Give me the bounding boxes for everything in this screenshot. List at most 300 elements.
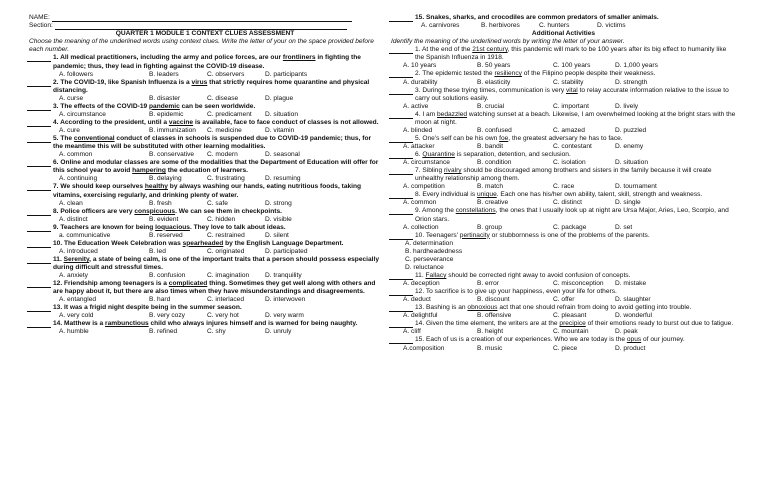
answer-option[interactable]: A. collection [403, 223, 439, 231]
question-item [29, 79, 381, 95]
assessment-instructions: Choose the meaning of the underlined words using context clues. Write the letter of your on the space provided before each number. [29, 38, 374, 54]
answer-option[interactable]: D. wonderful [615, 312, 653, 320]
answer-option[interactable]: B. reserved [149, 231, 183, 239]
stem-text: of our journey. [641, 336, 685, 344]
answer-blank[interactable] [27, 135, 51, 143]
assessment-title: QUARTER 1 MODULE 1 CONTEXT CLUES ASSESSMENT [115, 30, 295, 38]
question-number: 3. [53, 102, 61, 110]
question-stem [53, 256, 381, 272]
answer-options [403, 296, 736, 304]
question-item [29, 135, 381, 151]
stem-text: Among the [421, 207, 456, 215]
answer-options [59, 95, 381, 103]
answer-option[interactable]: B. crucial [477, 102, 505, 110]
answer-options [403, 103, 736, 111]
question-number: 6. [53, 159, 61, 167]
question-item [29, 304, 381, 312]
answer-option[interactable]: C. hidden [207, 215, 236, 223]
answer-option[interactable]: B. elasticity [477, 78, 511, 86]
answer-option[interactable]: A. competition [403, 183, 445, 191]
question-item [391, 135, 736, 143]
stem-text: . They love to talk about ideas. [189, 223, 286, 231]
stem-text: in fighting the pandemic; thus, they lead in fighting against the COVID-19 disease. [53, 54, 361, 70]
question-stem [53, 79, 381, 95]
question-number: 6. [415, 151, 423, 159]
answer-option[interactable]: C. medicine [207, 127, 242, 135]
answer-option[interactable]: B. hardheadedness [405, 247, 463, 255]
answer-option[interactable]: D. situation [615, 159, 648, 167]
answer-option[interactable]: D. slaughter [615, 296, 651, 304]
answer-options [421, 22, 736, 30]
stem-text: thing. Sometimes they get well along with others and are happy about it, but there are also times when they have misunderstandings and disagreements. [53, 280, 376, 296]
question-item [391, 320, 736, 328]
answer-option[interactable]: D. participants [265, 70, 308, 78]
stem-text: by the English Language Department. [223, 239, 344, 247]
question-number: 10. [53, 239, 64, 247]
answer-option[interactable]: C. distinct [553, 199, 582, 207]
question-stem [415, 135, 736, 143]
answer-option[interactable]: D. victims [597, 22, 626, 30]
answer-option[interactable]: D. plague [265, 94, 294, 102]
stem-text: . We can see them in checkpoints. [175, 207, 282, 215]
answer-option[interactable]: A. blinded [403, 126, 433, 134]
answer-option[interactable]: B. evident [149, 215, 179, 223]
answer-blank[interactable] [27, 320, 51, 328]
answer-option[interactable]: C. contestant [553, 143, 592, 151]
question-item [391, 87, 736, 103]
answer-option[interactable]: C. race [553, 183, 575, 191]
answer-option[interactable]: C. predicament [207, 110, 252, 118]
answer-blank[interactable] [389, 135, 413, 143]
answer-option[interactable]: B. creative [477, 199, 509, 207]
answer-options [59, 200, 381, 208]
stem-text: Each of us is a creation of our experiences. Who we are today is the [426, 336, 627, 344]
answer-options [59, 232, 381, 240]
answer-option[interactable]: C. very hot [207, 312, 239, 320]
answer-options [403, 62, 736, 70]
answer-options [59, 151, 381, 159]
answer-options [59, 111, 381, 119]
answer-blank[interactable] [27, 54, 51, 62]
underlined-word: opus [626, 336, 642, 344]
question-number: 12. [53, 280, 64, 288]
question-item [391, 304, 736, 312]
answer-option[interactable]: C. disease [207, 94, 239, 102]
question-stem [415, 320, 736, 328]
underlined-word: rivalry [443, 167, 462, 175]
question-item [391, 336, 736, 344]
answer-option[interactable]: B. immunization [149, 127, 196, 135]
underlined-word: constellations [455, 207, 496, 215]
answer-option[interactable]: D. tranquility [265, 272, 302, 280]
answer-options [59, 312, 381, 320]
name-input-line[interactable] [52, 14, 352, 22]
answer-option[interactable]: C. isolation [553, 159, 586, 167]
answer-option[interactable]: A. curse [59, 94, 84, 102]
answer-option[interactable]: A. anxiety [59, 272, 88, 280]
answer-options [403, 280, 736, 288]
answer-option[interactable]: B. herbivores [481, 22, 520, 30]
stem-text: To sacrifice is to give up your happiness, even your life for others. [425, 288, 617, 296]
answer-blank[interactable] [27, 224, 51, 232]
question-stem [415, 232, 736, 240]
stem-text: I am [422, 110, 437, 118]
answer-option[interactable]: B. music [477, 344, 503, 352]
answer-option[interactable]: D. mistake [615, 280, 647, 288]
question-item [391, 288, 736, 296]
answer-option[interactable]: B. hard [149, 296, 171, 304]
question-stem [53, 119, 381, 127]
section-label: Section: [29, 22, 53, 30]
question-stem [415, 207, 736, 223]
stem-text: by always washing our hands, eating nutritious foods, taking vitamins, exercising regularly, and drinking plenty of water. [53, 183, 362, 199]
question-item [391, 272, 736, 280]
underlined-word: unique [476, 191, 497, 199]
answer-option[interactable]: A. circumstance [403, 159, 450, 167]
question-stem [53, 103, 381, 111]
stem-text: act that one should refrain from doing to avoid getting into trouble. [497, 304, 692, 312]
answer-option[interactable]: B. match [477, 183, 504, 191]
answer-option[interactable]: A. introduced [59, 247, 98, 255]
answer-blank[interactable] [27, 119, 51, 127]
stem-text: can be seen worldwide. [179, 102, 256, 110]
question-stem [53, 240, 381, 248]
question-stem [415, 288, 736, 296]
answer-option[interactable]: D. resuming [265, 175, 301, 183]
answer-option[interactable]: C. hunters [539, 22, 570, 30]
answer-blank[interactable] [389, 191, 413, 199]
stem-text: watching sunset at a beach. Likewise, I am overwhelmed looking at the bright stars with the moon at night. [415, 110, 736, 126]
answer-option[interactable]: C. safe [207, 199, 228, 207]
answer-options [59, 175, 381, 183]
answer-option[interactable]: A. delightful [403, 312, 438, 320]
question-number: 15. [415, 14, 426, 21]
name-label: NAME: [29, 14, 50, 21]
answer-option[interactable]: C. piece [553, 344, 578, 352]
answer-option[interactable]: A. common [403, 199, 437, 207]
question-stem [53, 208, 381, 216]
question-number: 5. [53, 135, 61, 143]
stem-text: According to the president, until a [60, 118, 169, 126]
answer-option[interactable]: B. bandit [477, 143, 504, 151]
underlined-word: vital [566, 86, 578, 94]
answer-option[interactable]: A. deception [403, 280, 440, 288]
answer-option[interactable]: D. puzzled [615, 126, 647, 134]
stem-text: The epidemic tested the [422, 70, 495, 78]
answer-option[interactable]: A. common [59, 151, 93, 159]
underlined-word: frontliners [282, 54, 316, 62]
answer-option[interactable]: A. followers [59, 70, 94, 78]
answer-option[interactable]: B. fresh [149, 199, 172, 207]
stem-text: Friendship among teenagers is a [64, 280, 169, 288]
answer-options [403, 79, 736, 87]
answer-blank[interactable] [27, 256, 51, 264]
answer-option[interactable]: A. humble [59, 328, 89, 336]
stem-text: conduct of classes in schools is suspended due to COVID-19 pandemic; thus, for the meantime this will be substituted with other learning modalities. [53, 135, 372, 151]
answer-blank[interactable] [389, 46, 413, 54]
question-item [29, 240, 381, 248]
answer-option[interactable]: A. continuing [59, 175, 98, 183]
section-input-line[interactable] [55, 22, 347, 30]
stem-text: of their emotions ready to burst out due to fatigue. [585, 320, 734, 328]
stem-text: Snakes, sharks, and crocodiles are common predators of smaller animals. [426, 14, 659, 21]
answer-blank[interactable] [389, 207, 413, 215]
question-item [391, 207, 736, 223]
answer-option[interactable]: D. strong [265, 199, 292, 207]
answer-blank[interactable] [27, 240, 51, 248]
answer-options [59, 216, 381, 224]
answer-option[interactable]: A. deduct [403, 296, 431, 304]
underlined-word: rambunctious [105, 320, 149, 328]
question-item [391, 191, 736, 199]
answer-option[interactable]: A. carnivores [421, 22, 460, 30]
answer-option[interactable]: B. very cozy [149, 312, 185, 320]
question-stem [53, 224, 381, 232]
stem-text: , the ones that I usually look up at night are Ursa Major, Aries, Leo, Scorpio, and Orion stars. [415, 207, 729, 223]
answer-option[interactable]: D. 1,000 years [615, 62, 658, 70]
question-stem [415, 151, 736, 159]
stem-text: Bashing is an [426, 304, 468, 312]
answer-option[interactable]: B. error [477, 280, 499, 288]
answer-option[interactable]: D. participated [265, 247, 308, 255]
stem-text: We should keep ourselves [60, 183, 145, 191]
answer-option[interactable]: a. communicative [59, 231, 111, 239]
question-number: 3. [415, 86, 423, 94]
answer-option[interactable]: C. modern [207, 151, 238, 159]
question-stem [53, 280, 381, 296]
answer-blank[interactable] [27, 280, 51, 288]
question-stem [415, 70, 736, 78]
answer-option[interactable]: C. important [553, 102, 589, 110]
additional-instructions: Identify the meaning of the underlined words by writing the letter of your answer. [391, 38, 625, 46]
answer-option[interactable]: D. vitamin [265, 127, 295, 135]
answer-option[interactable]: A. cure [59, 127, 80, 135]
underlined-word: vaccine [168, 118, 194, 126]
answer-option[interactable]: D. tournament [615, 183, 657, 191]
stem-text: The COVID-19, like Spanish Influenza is a [60, 78, 192, 86]
answer-option[interactable]: B. disaster [149, 94, 181, 102]
answer-option[interactable]: C. package [553, 223, 587, 231]
stem-text: . Each one has his/her own ability, talent, skill, strength and weakness. [496, 191, 703, 199]
answer-option[interactable]: C. 100 years [553, 62, 591, 70]
answer-blank[interactable] [389, 288, 413, 296]
question-item [391, 151, 736, 159]
answer-option[interactable]: C. mountain [553, 328, 589, 336]
answer-option[interactable]: D. visible [265, 215, 292, 223]
underlined-word: conventional [73, 135, 115, 143]
answer-option[interactable]: D. silent [265, 231, 289, 239]
question-number: 2. [415, 70, 423, 78]
right-column [391, 14, 736, 353]
answer-options [403, 312, 736, 320]
question-item [391, 111, 736, 127]
answer-option[interactable]: B. group [477, 223, 502, 231]
answer-option[interactable]: A. active [403, 102, 429, 110]
answer-option[interactable]: A. entangled [59, 296, 97, 304]
question-number: 14. [53, 320, 64, 328]
answer-option[interactable]: B. offensive [477, 312, 512, 320]
answer-blank[interactable] [389, 70, 413, 78]
answer-blank[interactable] [27, 103, 51, 111]
stem-text: is separation, detention, and seclusion. [454, 151, 571, 159]
answer-option[interactable]: A. circumstance [59, 110, 106, 118]
question-number: 1. [415, 46, 422, 54]
stem-text: to relay accurate information relative to the issue to carry out solutions easily. [415, 86, 729, 102]
answer-option[interactable]: A. clean [59, 199, 83, 207]
answer-option[interactable]: C. stability [553, 78, 584, 86]
stem-text: Sibling [422, 167, 444, 175]
question-stem [53, 159, 381, 175]
answer-option[interactable]: A. very cold [59, 312, 94, 320]
answer-option[interactable]: C. restrained [207, 231, 245, 239]
answer-option[interactable]: D. interwoven [265, 296, 306, 304]
underlined-word: complicated [168, 280, 208, 288]
answer-option[interactable]: A.composition [403, 344, 445, 352]
question-stem [53, 135, 381, 151]
answer-option[interactable]: D. peak [615, 328, 638, 336]
answer-option[interactable]: D. situation [265, 110, 298, 118]
underlined-word: hampering [132, 167, 166, 175]
underlined-word: pertinacity [459, 231, 490, 239]
answer-option[interactable]: D. seasonal [265, 151, 300, 159]
stem-text: Police officers are very [60, 207, 135, 215]
answer-option[interactable]: D. enemy [615, 143, 644, 151]
stem-text: At the end of the [421, 46, 473, 54]
answer-option[interactable]: B. discount [477, 296, 510, 304]
answer-option[interactable]: D. set [615, 223, 633, 231]
section-line [29, 22, 381, 30]
answer-option[interactable]: D. unruly [265, 328, 292, 336]
question-stem [415, 167, 736, 183]
answer-option[interactable]: C. shy [207, 328, 226, 336]
answer-blank[interactable] [389, 320, 413, 328]
underlined-word: spearheaded [182, 239, 224, 247]
answer-option[interactable]: A. determination [405, 239, 454, 247]
stem-text: is available, face to face conduct of classes is not allowed. [193, 118, 379, 126]
answer-option[interactable]: D. reluctance [405, 263, 444, 271]
answer-option[interactable]: A. 10 years [403, 62, 437, 70]
answer-option[interactable]: D. lively [615, 102, 639, 110]
answer-option[interactable]: D. single [615, 199, 641, 207]
answer-blank[interactable] [27, 304, 51, 312]
answer-option[interactable]: C. amazed [553, 126, 585, 134]
question-number: 11. [53, 255, 64, 263]
question-number: 11. [415, 272, 426, 280]
answer-option[interactable]: A. distinct [59, 215, 88, 223]
answer-option[interactable]: C. originated [207, 247, 245, 255]
question-item [391, 232, 736, 240]
answer-option[interactable]: A. durability [403, 78, 438, 86]
stem-text: or stubbornness is one of the problems of the parents. [489, 231, 650, 239]
answer-option[interactable]: B. delaying [149, 175, 182, 183]
stem-text: The Education Week Celebration was [64, 239, 183, 247]
question-item [29, 280, 381, 296]
question-number: 5. [415, 134, 423, 142]
answer-option[interactable]: B. confusion [149, 272, 186, 280]
question-item [391, 167, 736, 183]
answer-blank[interactable] [389, 14, 413, 22]
answer-option[interactable]: C. interlaced [207, 296, 245, 304]
answer-option[interactable]: B. 50 years [477, 62, 511, 70]
answer-options [59, 296, 381, 304]
answer-option[interactable]: C. observers [207, 70, 245, 78]
question-stem [53, 183, 381, 199]
answer-option[interactable]: A. attacker [403, 143, 435, 151]
additional-title: Additional Activities [531, 30, 596, 38]
answer-option[interactable]: D. very warm [265, 312, 304, 320]
answer-blank[interactable] [389, 272, 413, 280]
answer-option[interactable]: C. pleasant [553, 312, 587, 320]
question-stem [415, 87, 736, 103]
question-15 [391, 14, 736, 30]
answer-option[interactable]: C. misconception [553, 280, 604, 288]
stem-text: Teachers are known for being [60, 223, 156, 231]
answer-blank[interactable] [389, 151, 413, 159]
answer-options [59, 127, 381, 135]
answer-option[interactable]: C. perseverance [405, 255, 454, 263]
answer-blank[interactable] [389, 111, 413, 119]
question-stem [53, 304, 381, 312]
answer-option[interactable]: B. confused [477, 126, 512, 134]
answer-blank[interactable] [27, 79, 51, 87]
underlined-word: bedazzled [437, 110, 468, 118]
question-number: 13. [53, 304, 64, 312]
stem-text: Teenagers' [425, 231, 460, 239]
answer-option[interactable]: B. led [149, 247, 166, 255]
question-stem [415, 191, 736, 199]
answer-option[interactable]: D. product [615, 344, 646, 352]
answer-blank[interactable] [389, 167, 413, 175]
question-number: 9. [53, 223, 61, 231]
answer-option[interactable]: C. imagination [207, 272, 250, 280]
stem-text: The effects of the COVID-19 [60, 102, 150, 110]
question-item [29, 256, 381, 272]
answer-blank[interactable] [389, 336, 413, 344]
underlined-word: Quarantine [422, 151, 455, 159]
answer-blank[interactable] [389, 87, 413, 95]
question-number: 9. [415, 207, 422, 215]
answer-blank[interactable] [27, 183, 51, 191]
question-stem [415, 272, 736, 280]
answer-option[interactable]: C. offer [553, 296, 575, 304]
answer-option[interactable]: B. leaders [149, 70, 179, 78]
answer-blank[interactable] [27, 159, 51, 167]
stem-text: , this pandemic will mark to be 100 years after its big effect to humanity like the Spanish Influenza in 1918. [415, 46, 727, 62]
question-item [29, 208, 381, 216]
answer-option[interactable]: C. frustrating [207, 175, 245, 183]
answer-option[interactable]: B. condition [477, 159, 512, 167]
question-item [29, 54, 381, 70]
answer-blank[interactable] [27, 208, 51, 216]
question-number: 7. [53, 183, 61, 191]
underlined-word: 21st century [472, 46, 508, 54]
answer-option[interactable]: B. height [477, 328, 504, 336]
answer-option[interactable]: A. cliff [403, 328, 421, 336]
stem-text: Matthew is a [64, 320, 106, 328]
answer-blank[interactable] [389, 232, 413, 240]
answer-options [403, 183, 736, 191]
answer-option[interactable]: B. refined [149, 328, 178, 336]
question-number: 8. [53, 207, 61, 215]
answer-option[interactable]: B. conservative [149, 151, 195, 159]
underlined-word: loquacious [155, 223, 190, 231]
answer-option[interactable]: D. strength [615, 78, 648, 86]
answer-option[interactable]: B. epidemic [149, 110, 184, 118]
answer-blank[interactable] [389, 304, 413, 312]
question-item [391, 70, 736, 78]
underlined-word: precipice [559, 320, 586, 328]
underlined-word: pandemic [149, 102, 180, 110]
